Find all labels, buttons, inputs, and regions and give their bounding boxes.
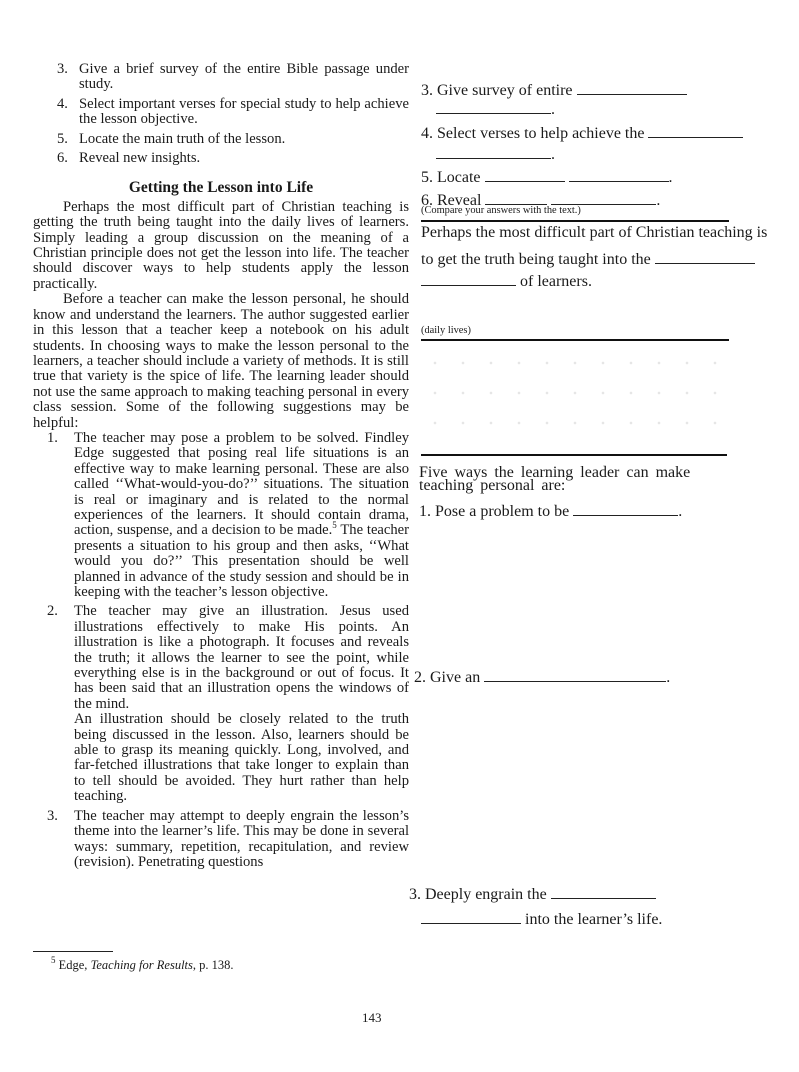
fill-in-line: Perhaps the most difficult part of Christian teaching is	[421, 224, 768, 241]
answer-blank[interactable]	[436, 148, 551, 159]
answer-blank[interactable]	[551, 194, 656, 205]
numbered-way	[33, 604, 409, 712]
prompt-text: 3. Deeply engrain the	[409, 886, 547, 903]
answer-key: (daily lives)	[421, 325, 471, 336]
answer-blank[interactable]	[421, 275, 516, 286]
list-item	[33, 151, 409, 166]
fill-in-text: of learners.	[520, 273, 592, 290]
fill-in-line	[421, 273, 592, 291]
way-3-prompt-cont	[421, 911, 662, 929]
answer-blank[interactable]	[573, 505, 678, 516]
way-text: The teacher may give an illustration. Jesus used illustrations effectively to make His points. An illustration is like a photograph. It focuses and reveals the truth; it allows the learner to see the point, while everything else is in the background or out of focus. It has been said that an illustration opens the windows of the mind.	[74, 603, 409, 712]
list-number: 2.	[47, 603, 58, 620]
footnote-title: Teaching for Results	[90, 958, 193, 972]
five-ways-intro: Five ways the learning leader can make teaching personal are:	[419, 464, 691, 494]
footnote-divider	[33, 951, 113, 952]
main-text-column	[33, 62, 409, 870]
footnote-author: Edge,	[58, 958, 91, 972]
answer-blank[interactable]	[648, 127, 743, 138]
section-rule	[421, 454, 727, 456]
answer-blank[interactable]	[569, 171, 669, 182]
list-text: Select important verses for special study to help achieve the lesson objective.	[79, 95, 409, 128]
section-rule	[421, 339, 729, 341]
list-number: 4.	[57, 95, 68, 112]
footnote	[51, 955, 234, 973]
sub-paragraph: An illustration should be closely related to the truth being discussed in the lesson. Also, learners should be able to grasp its meaning quickly. Long, involved, and far-fetched illustrations that take longer to explain than to tell should be avoided. They hurt rather than help teaching.	[74, 711, 409, 805]
way-2-prompt: 2. Give an .	[414, 669, 671, 686]
answer-blank[interactable]	[485, 194, 547, 205]
fill-in-line	[421, 251, 755, 269]
question-label: 4. Select verses to help achieve the	[421, 125, 645, 142]
question-3	[421, 82, 687, 100]
way-text: The teacher may pose a problem to be solved. Findley Edge suggested that posing real life situations is an effective way to make learning personal. These are also called ‘‘What-would-you-do?’’ situations. The situation is real or imaginary and is related to the normal experiences of the learners. It should contain drama, action, suspense, and a decision to be made.	[74, 429, 409, 539]
footnote-number: 5	[51, 955, 56, 965]
halftone-background	[421, 348, 731, 448]
list-item	[33, 62, 409, 93]
prompt-text: 2. Give an	[414, 669, 481, 686]
answer-blank[interactable]	[484, 671, 666, 682]
page-number: 143	[362, 1010, 382, 1025]
answer-blank[interactable]	[655, 253, 755, 264]
numbered-way	[33, 809, 409, 871]
way-text: The teacher may attempt to deeply engrain the lesson’s theme into the learner’s life. This may be done in several ways: summary, repetition, recapitulation, and review (revision). Penetrating questions	[74, 807, 409, 870]
list-number: 5.	[57, 130, 68, 147]
question-6: 6. Reveal .	[421, 192, 661, 209]
answer-blank[interactable]	[436, 103, 551, 114]
paragraph: Before a teacher can make the lesson personal, he should know and understand the learners. The author suggested earlier in this lesson that a teacher keep a notebook on his adult students. In choosing ways to make the lesson personal to the learners, a teacher should include a variety of methods. It is still true that variety is the spice of life. The learning leader should not use the same approach to making teaching personal in every class session. Some of the following suggestions may be helpful:	[33, 291, 409, 431]
way-text: The teacher presents a situation to his group and then asks, ‘‘What would you do?’’ This presentation should be well planned in advance of the study session and should be in keeping with the teacher’s lesson objective.	[74, 522, 410, 600]
paragraph: Perhaps the most difficult part of Christian teaching is getting the truth being taught into the daily lives of learners. Simply leading a group discussion on the meaning of a Christian principle does not get the lesson into life. The teacher should discover ways to help students apply the lesson practically.	[33, 198, 409, 292]
compare-note: (Compare your answers with the text.)	[421, 205, 581, 216]
question-label: 5. Locate	[421, 169, 481, 186]
answer-space[interactable]	[421, 688, 731, 878]
question-label: 6. Reveal	[421, 192, 482, 209]
answer-blank[interactable]	[551, 888, 656, 899]
question-label: 3. Give survey of entire	[421, 82, 573, 99]
list-number: 3.	[57, 61, 68, 77]
list-number: 3.	[47, 807, 58, 824]
list-number: 6.	[57, 150, 68, 167]
question-3-cont: .	[436, 101, 555, 119]
answer-blank[interactable]	[485, 171, 565, 182]
section-rule	[421, 220, 729, 222]
answer-space[interactable]	[421, 520, 731, 660]
way-1-prompt: 1. Pose a problem to be .	[419, 503, 683, 520]
list-text: Locate the main truth of the lesson.	[79, 130, 286, 147]
numbered-way	[33, 431, 409, 600]
list-text: Give a brief survey of the entire Bible passage under study.	[79, 61, 409, 93]
prompt-text: 1. Pose a problem to be	[419, 503, 570, 520]
prompt-text: into the learner’s life.	[525, 911, 663, 928]
answer-blank[interactable]	[421, 913, 521, 924]
list-item	[33, 132, 409, 147]
way-3-prompt	[409, 886, 656, 904]
footnote-page: , p. 138.	[192, 958, 234, 972]
section-heading: Getting the Lesson into Life	[128, 179, 314, 197]
list-text: Reveal new insights.	[79, 150, 201, 167]
question-4	[421, 125, 743, 143]
answer-blank[interactable]	[577, 84, 687, 95]
fill-in-text: to get the truth being taught into the	[421, 251, 651, 268]
list-item	[33, 97, 409, 128]
question-4-cont: .	[436, 146, 555, 164]
footnote-reference: 5	[332, 520, 337, 531]
question-5: 5. Locate .	[421, 169, 673, 186]
list-number: 1.	[47, 429, 58, 446]
